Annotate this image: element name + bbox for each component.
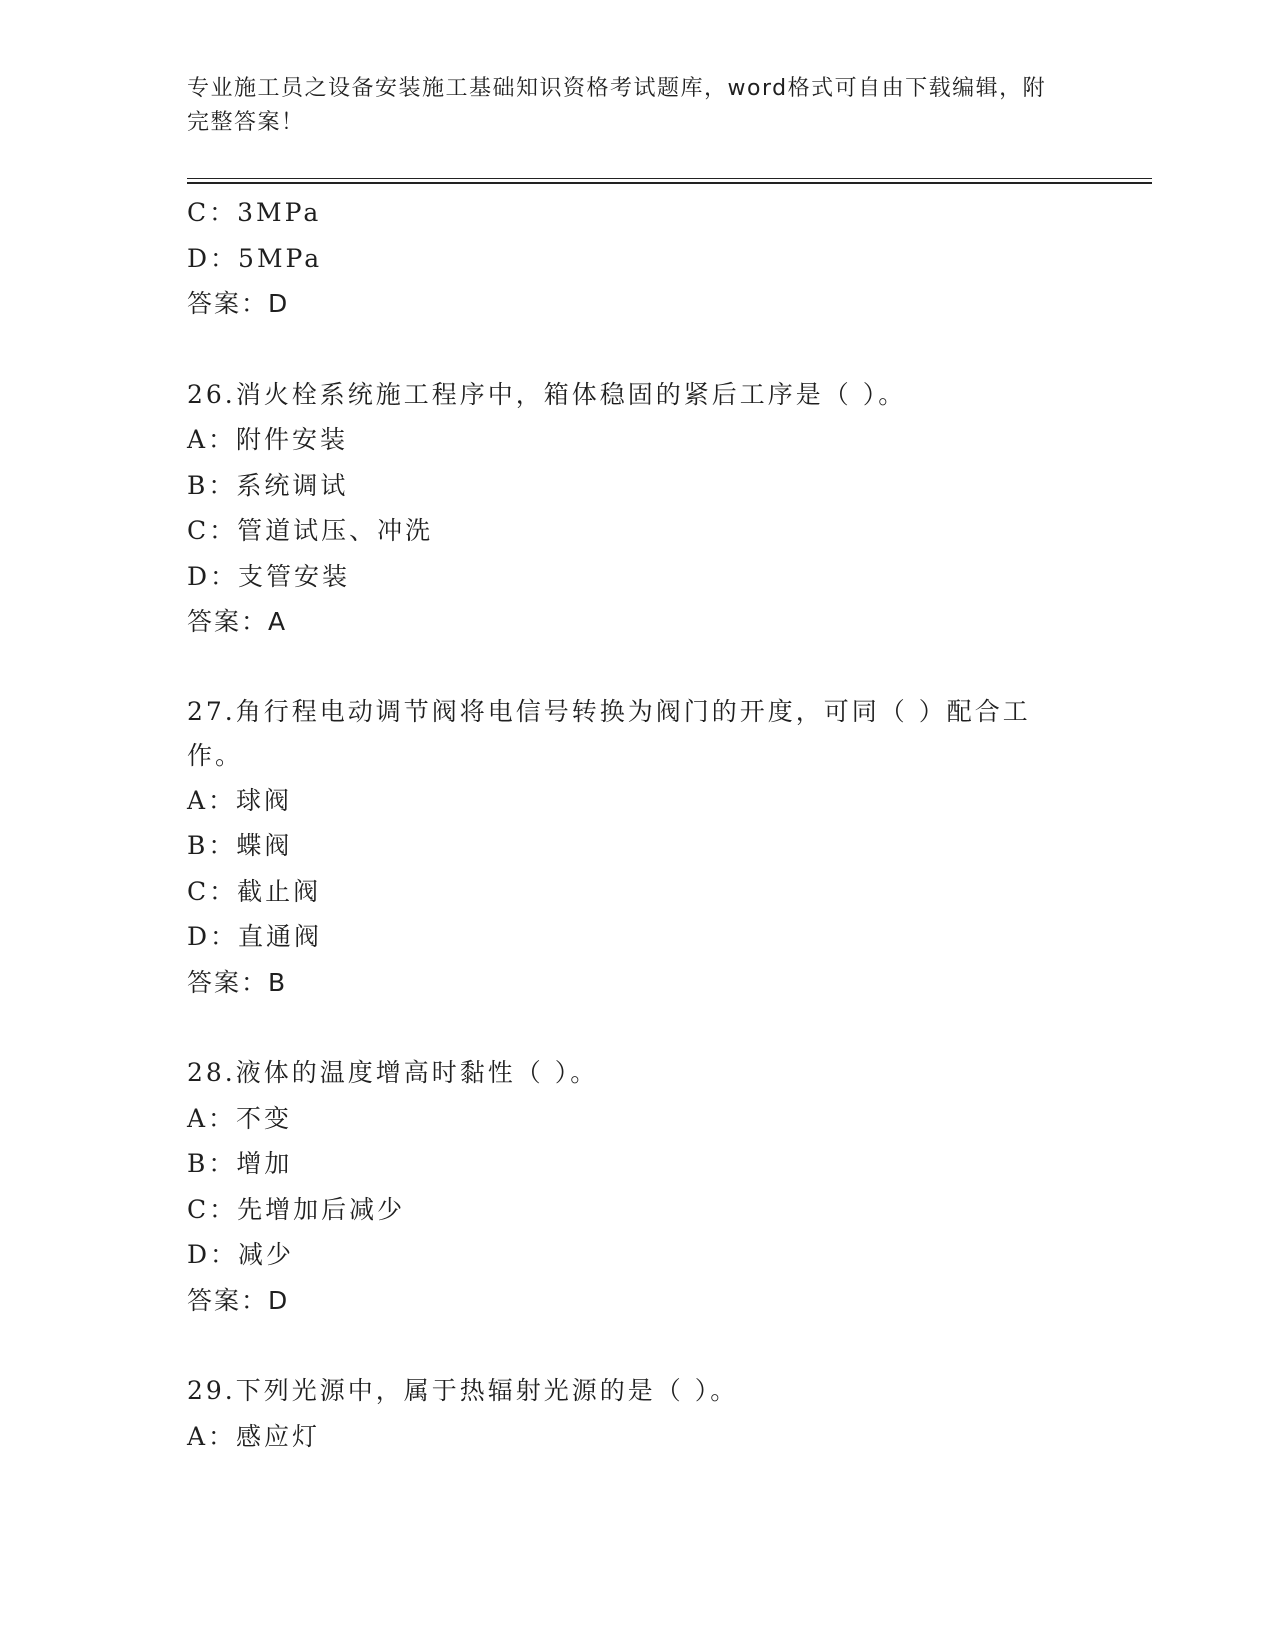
option-c: C：截止阀 xyxy=(187,876,322,906)
answer-line: 答案：A xyxy=(187,607,288,636)
header-divider-thick xyxy=(187,182,1152,184)
question-stem: 26.消火栓系统施工程序中，箱体稳固的紧后工序是（ ）。 xyxy=(187,379,907,409)
answer-line: 答案：B xyxy=(187,967,288,997)
option-a: A：感应灯 xyxy=(187,1421,321,1451)
question-stem: 29.下列光源中，属于热辐射光源的是（ ）。 xyxy=(187,1376,739,1405)
option-d: D：5MPa xyxy=(187,243,323,273)
answer-line: 答案：D xyxy=(187,1285,290,1315)
option-c: C：管道试压、冲洗 xyxy=(187,516,434,545)
answer-line: 答案：D xyxy=(187,289,290,318)
option-a: A：不变 xyxy=(187,1103,293,1133)
option-d: D：减少 xyxy=(187,1240,295,1269)
option-c: C：3MPa xyxy=(187,198,322,227)
option-a: A：附件安装 xyxy=(187,425,349,454)
page-header: 专业施工员之设备安装施工基础知识资格考试题库，word格式可自由下载编辑，附完整答案！ xyxy=(187,76,1047,135)
option-b: B：蝶阀 xyxy=(187,831,293,860)
question-list xyxy=(187,190,1107,1459)
option-d: D：支管安装 xyxy=(187,561,351,591)
header-divider-thin xyxy=(187,178,1152,179)
option-c: C：先增加后减少 xyxy=(187,1194,406,1224)
option-d: D：直通阀 xyxy=(187,922,323,951)
option-a: A：球阀 xyxy=(187,785,293,815)
option-b: B：系统调试 xyxy=(187,470,349,500)
option-b: B：增加 xyxy=(187,1149,293,1178)
question-stem: 28.液体的温度增高时黏性（ ）。 xyxy=(187,1058,599,1087)
question-stem: 27.角行程电动调节阀将电信号转换为阀门的开度，可同（ ）配合工作。 xyxy=(187,696,1031,770)
